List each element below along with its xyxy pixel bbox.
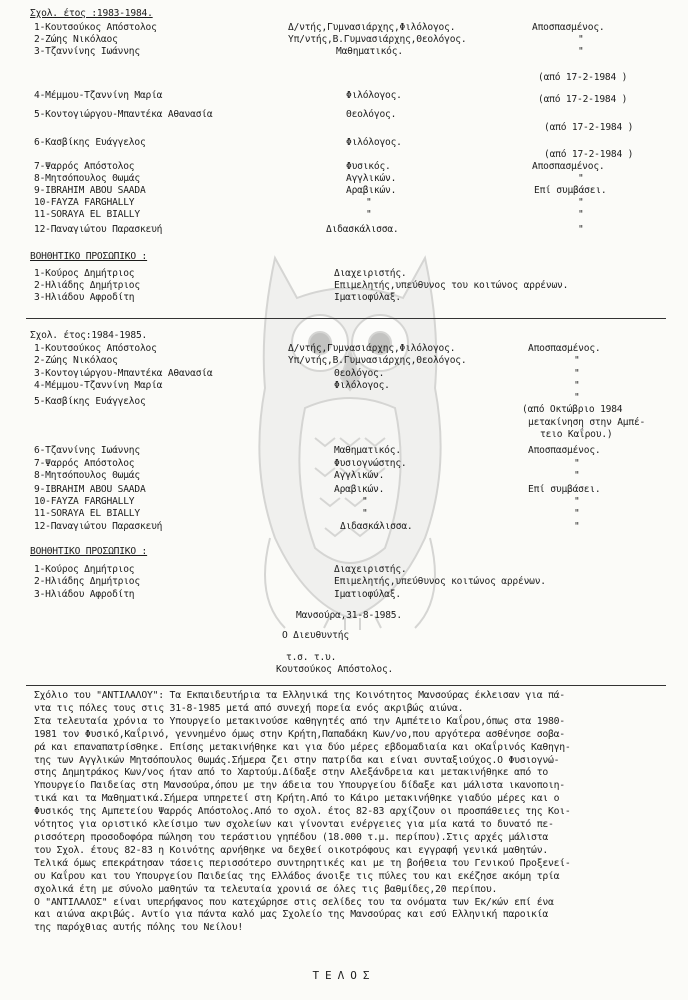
s1-aux-role-3: Ιματιοφύλαξ. xyxy=(334,292,401,303)
s2-name-3: 3-Κοντογιώργου-Μπαντέκα Αθανασία xyxy=(34,368,213,379)
s1-aux-name-3: 3-Ηλιάδου Αφροδίτη xyxy=(34,292,135,303)
commentary-line: 1981 τον Φυσικό,Καΐρινό, γεννημένο όμως στην Κρήτη,Παπαδάκη Κων/νο,που αργότερα ασθένησε σοβα- xyxy=(34,728,565,740)
s2-name-1: 1-Κουτσούκος Απόστολος xyxy=(34,343,157,354)
commentary-paragraph xyxy=(34,690,664,935)
commentary-line: ου Καΐρου και του Υπουργείου Παιδείας της Ελλάδος άνοιξε τις πύλες του και εκέζησε ακόμη τρία xyxy=(34,870,560,882)
commentary-line: στης Δημητράκος Κων/νος ήταν από το Χαρτούμ.Δίδαξε στην Αλεξάνδρεια και μετακινήθηκε από το xyxy=(34,767,548,779)
commentary-line: Φυσικός της Αμπετείου Ψαρρός Απόστολος.Από το σχολ. έτος 82-83 αρχίζουν οι προσπάθειες της Κοι- xyxy=(34,806,571,818)
s1-name-11: 8-Μητσόπουλος Θωμάς xyxy=(34,173,140,184)
s2-role-4: Φιλόλογος. xyxy=(334,380,390,391)
commentary-line: του Σχολ. έτους 82-83 η Κοινότης αρνήθηκε να δεχθεί οικοτρόφους και εγγραφή γενικά μαθητών. xyxy=(34,844,548,856)
s1-note-11: " xyxy=(578,173,584,184)
s2-name-10: 7-Ψαρρός Απόστολος xyxy=(34,458,135,469)
section-divider xyxy=(26,318,666,319)
s1-note-10: Αποσπασμένος. xyxy=(532,161,605,172)
s2-role-10: Φυσιογνώστης. xyxy=(334,458,407,469)
s2-aux-name-1: 1-Κούρος Δημήτριος xyxy=(34,564,135,575)
s2-note-8: τειο Καΐρου.) xyxy=(540,429,613,440)
section2-header: Σχολ. έτος:1984-1985. xyxy=(30,330,148,341)
s2-aux-role-2: Επιμελητής,υπεύθυνος κοιτώνος αρρένων. xyxy=(334,576,546,587)
s2-note-13: " xyxy=(574,496,580,507)
s1-role-12: Αραβικών. xyxy=(346,185,397,196)
commentary-line: νότητος για οριστικό κλείσιμο των σχολείων και γίνονται ενέργειες για μία κατά το δυνατό πε- xyxy=(34,819,554,831)
s1-note-3: " xyxy=(578,46,584,57)
s1-name-6: 5-Κοντογιώργου-Μπαντέκα Αθανασία xyxy=(34,109,213,120)
s2-note-1: Αποσπασμένος. xyxy=(528,343,601,354)
commentary-line: της των Αγγλικών Μητσόπουλος Θωμάς.Σήμερα ζει στην πατρίδα και είναι συνταξιούχος.Ο Φυσιογνώ- xyxy=(34,754,560,766)
section1-aux-header: ΒΟΗΘΗΤΙΚΟ ΠΡΟΣΩΠΙΚΟ : xyxy=(30,251,148,262)
note-divider xyxy=(26,685,666,686)
s2-role-14: " xyxy=(362,508,368,519)
s2-note-4: " xyxy=(574,380,580,391)
s1-role-11: Αγγλικών. xyxy=(346,173,397,184)
s2-aux-role-1: Διαχειριστής. xyxy=(334,564,407,575)
s1-aux-role-1: Διαχειριστής. xyxy=(334,268,407,279)
s1-role-8: Φιλόλογος. xyxy=(346,137,402,148)
s1-role-3: Μαθηματικός. xyxy=(336,46,403,57)
s2-note-3: " xyxy=(574,368,580,379)
s1-note-4: (από 17-2-1984 ) xyxy=(538,72,628,83)
s2-role-11: Αγγλικών. xyxy=(334,470,385,481)
s2-name-5: 5-Κασβίκης Ευάγγελος xyxy=(34,396,146,407)
s2-role-3: Θεολόγος. xyxy=(334,368,385,379)
s1-name-13: 10-FAYZA FARGHALLY xyxy=(34,197,135,208)
commentary-line: και αιώνα ακριβώς. Αντίο για πάντα καλό μας Σχολείο της Μανσούρας και εσύ Ελληνική παροικία xyxy=(34,909,548,921)
s1-name-15: 12-Παναγιώτου Παρασκευή xyxy=(34,224,163,235)
s2-role-12: Αραβικών. xyxy=(334,484,385,495)
commentary-line: ρά και επαναπατρίσθηκε. Επίσης μετακινήθηκε και για δύο μέρες εβδομαδιαία και οΚαΐρινός Καθηγη- xyxy=(34,741,571,753)
s1-note-2: " xyxy=(578,34,584,45)
s2-aux-role-3: Ιματιοφύλαξ. xyxy=(334,589,401,600)
signature-stamp: τ.σ. τ.υ. xyxy=(286,652,337,663)
section1-header: Σχολ. έτος :1983-1984. xyxy=(30,8,153,19)
commentary-line: Υπουργείο Παιδείας στη Μανσούρα,όπου με την άδεια του Υπουργείου δίδαξε και μάλιστα ικανοποιη- xyxy=(34,780,565,792)
commentary-line: της παρόχθιας αυτής πόλης του Νείλου! xyxy=(34,922,243,934)
section2-aux-header: ΒΟΗΘΗΤΙΚΟ ΠΡΟΣΩΠΙΚΟ : xyxy=(30,546,148,557)
commentary-line: τικά και τα Μαθηματικά.Σήμερα υπηρετεί στη Κρήτη.Από το Κάιρο μετακινήθηκε γιαδύο μέρες και ο xyxy=(34,793,560,805)
end-label: ΤΕΛΟΣ xyxy=(312,969,376,982)
s2-role-13: " xyxy=(362,496,368,507)
s2-note-11: " xyxy=(574,470,580,481)
commentary-line: ρισσότερη προσοδοφόρα πώληση του τεράστιου γηπέδου (18.000 τ.μ. περίπου).Στις αρχές μάλιστα xyxy=(34,831,548,843)
s1-role-5: Φιλόλογος. xyxy=(346,90,402,101)
s1-note-9: (από 17-2-1984 ) xyxy=(544,149,634,160)
commentary-line: Στα τελευταία χρόνια το Υπουργείο μετακινούσε καθηγητές από την Αμπέτειο Καΐρου,όπως στα 1980- xyxy=(34,715,565,727)
s2-note-2: " xyxy=(574,355,580,366)
s1-note-12: Επί συμβάσει. xyxy=(534,185,607,196)
s2-name-15: 12-Παναγιώτου Παρασκευή xyxy=(34,521,163,532)
s1-role-13: " xyxy=(366,197,372,208)
commentary-line: Τελικά όμως επεκράτησαν τάσεις περισσότερο συντηρητικές και με τη βοήθεια του Γενικού Προξενεί- xyxy=(34,857,571,869)
s2-name-9: 6-Τζαννίνης Ιωάννης xyxy=(34,445,140,456)
s1-name-3: 3-Τζαννίνης Ιωάννης xyxy=(34,46,140,57)
s1-note-5: (από 17-2-1984 ) xyxy=(538,94,628,105)
s2-note-14: " xyxy=(574,508,580,519)
s1-aux-role-2: Επιμελητής,υπεύθυνος του κοιτώνος αρρένων. xyxy=(334,280,569,291)
s1-name-8: 6-Κασβίκης Ευάγγελος xyxy=(34,137,146,148)
s2-name-4: 4-Μέμμου-Τζαννίνη Μαρία xyxy=(34,380,163,391)
s2-name-13: 10-FAYZA FARGHALLY xyxy=(34,496,135,507)
s2-name-12: 9-IBRAHIM ABOU SAADA xyxy=(34,484,146,495)
s2-note-9: Αποσπασμένος. xyxy=(528,445,601,456)
s1-note-15: " xyxy=(578,224,584,235)
s1-name-12: 9-IBRAHIM ABOU SAADA xyxy=(34,185,146,196)
s1-aux-name-1: 1-Κούρος Δημήτριος xyxy=(34,268,135,279)
s2-note-6: (από Οκτώβριο 1984 xyxy=(522,404,623,415)
s1-name-2: 2-Ζώης Νικόλαος xyxy=(34,34,118,45)
s1-name-1: 1-Κουτσούκος Απόστολος xyxy=(34,22,157,33)
s1-role-14: " xyxy=(366,209,372,220)
commentary-line: Ο "ΑΝΤΙΛΑΛΟΣ" είναι υπερήφανος που κατεχώρησε στις σελίδες του τα ονόματα των Εκ/κών επί ένα xyxy=(34,896,554,908)
s2-aux-name-3: 3-Ηλιάδου Αφροδίτη xyxy=(34,589,135,600)
signature-name: Κουτσούκος Απόστολος. xyxy=(276,664,394,675)
s2-note-12: Επί συμβάσει. xyxy=(528,484,601,495)
s2-role-1: Δ/ντής,Γυμνασιάρχης,Φιλόλογος. xyxy=(288,343,456,354)
commentary-line: σχολικά έτη με σύνολο μαθητών τα τελευταία χρονιά σε όλες τις βαθμίδες,20 περίπου. xyxy=(34,883,498,895)
s1-role-15: Διδασκάλισσα. xyxy=(326,224,399,235)
s1-role-6: Θεολόγος. xyxy=(346,109,397,120)
s1-role-1: Δ/ντής,Γυμνασιάρχης,Φιλόλογος. xyxy=(288,22,456,33)
s2-role-9: Μαθηματικός. xyxy=(334,445,401,456)
signature-place-date: Μανσούρα,31-8-1985. xyxy=(296,610,402,621)
s1-role-10: Φυσικός. xyxy=(346,161,391,172)
commentary-line: ντα τις πόλες τους στις 31-8-1985 μετά από συνεχή πορεία ενός ακριβώς αιώνα. xyxy=(34,702,464,714)
s2-note-15: " xyxy=(574,521,580,532)
s1-name-5: 4-Μέμμου-Τζαννίνη Μαρία xyxy=(34,90,163,101)
signature-title: Ο Διευθυντής xyxy=(282,630,349,641)
s1-note-13: " xyxy=(578,197,584,208)
s2-note-7: μετακίνηση στην Αμπέ- xyxy=(528,417,646,428)
s2-name-14: 11-SORAYA EL BIALLY xyxy=(34,508,140,519)
s1-name-10: 7-Ψαρρός Απόστολος xyxy=(34,161,135,172)
s1-aux-name-2: 2-Ηλιάδης Δημήτριος xyxy=(34,280,140,291)
s1-note-1: Αποσπασμένος. xyxy=(532,22,605,33)
s2-role-15: Διδασκάλισσα. xyxy=(340,521,413,532)
s2-name-11: 8-Μητσόπουλος Θωμάς xyxy=(34,470,140,481)
s2-note-5: " xyxy=(574,392,580,403)
s1-role-2: Υπ/ντής,Β.Γυμνασιάρχης,Θεολόγος. xyxy=(288,34,467,45)
s2-note-10: " xyxy=(574,458,580,469)
s1-note-14: " xyxy=(578,209,584,220)
commentary-line: Σχόλιο του "ΑΝΤΙΛΑΛΟΥ": Τα Εκπαιδευτήρια τα Ελληνικά της Κοινότητος Μανσούρας έκλεισαν για πά- xyxy=(34,690,565,701)
s1-note-7: (από 17-2-1984 ) xyxy=(544,122,634,133)
s1-name-14: 11-SORAYA EL BIALLY xyxy=(34,209,140,220)
s2-name-2: 2-Ζώης Νικόλαος xyxy=(34,355,118,366)
s2-aux-name-2: 2-Ηλιάδης Δημήτριος xyxy=(34,576,140,587)
s2-role-2: Υπ/ντής,Β.Γυμνασιάρχης,Θεολόγος. xyxy=(288,355,467,366)
